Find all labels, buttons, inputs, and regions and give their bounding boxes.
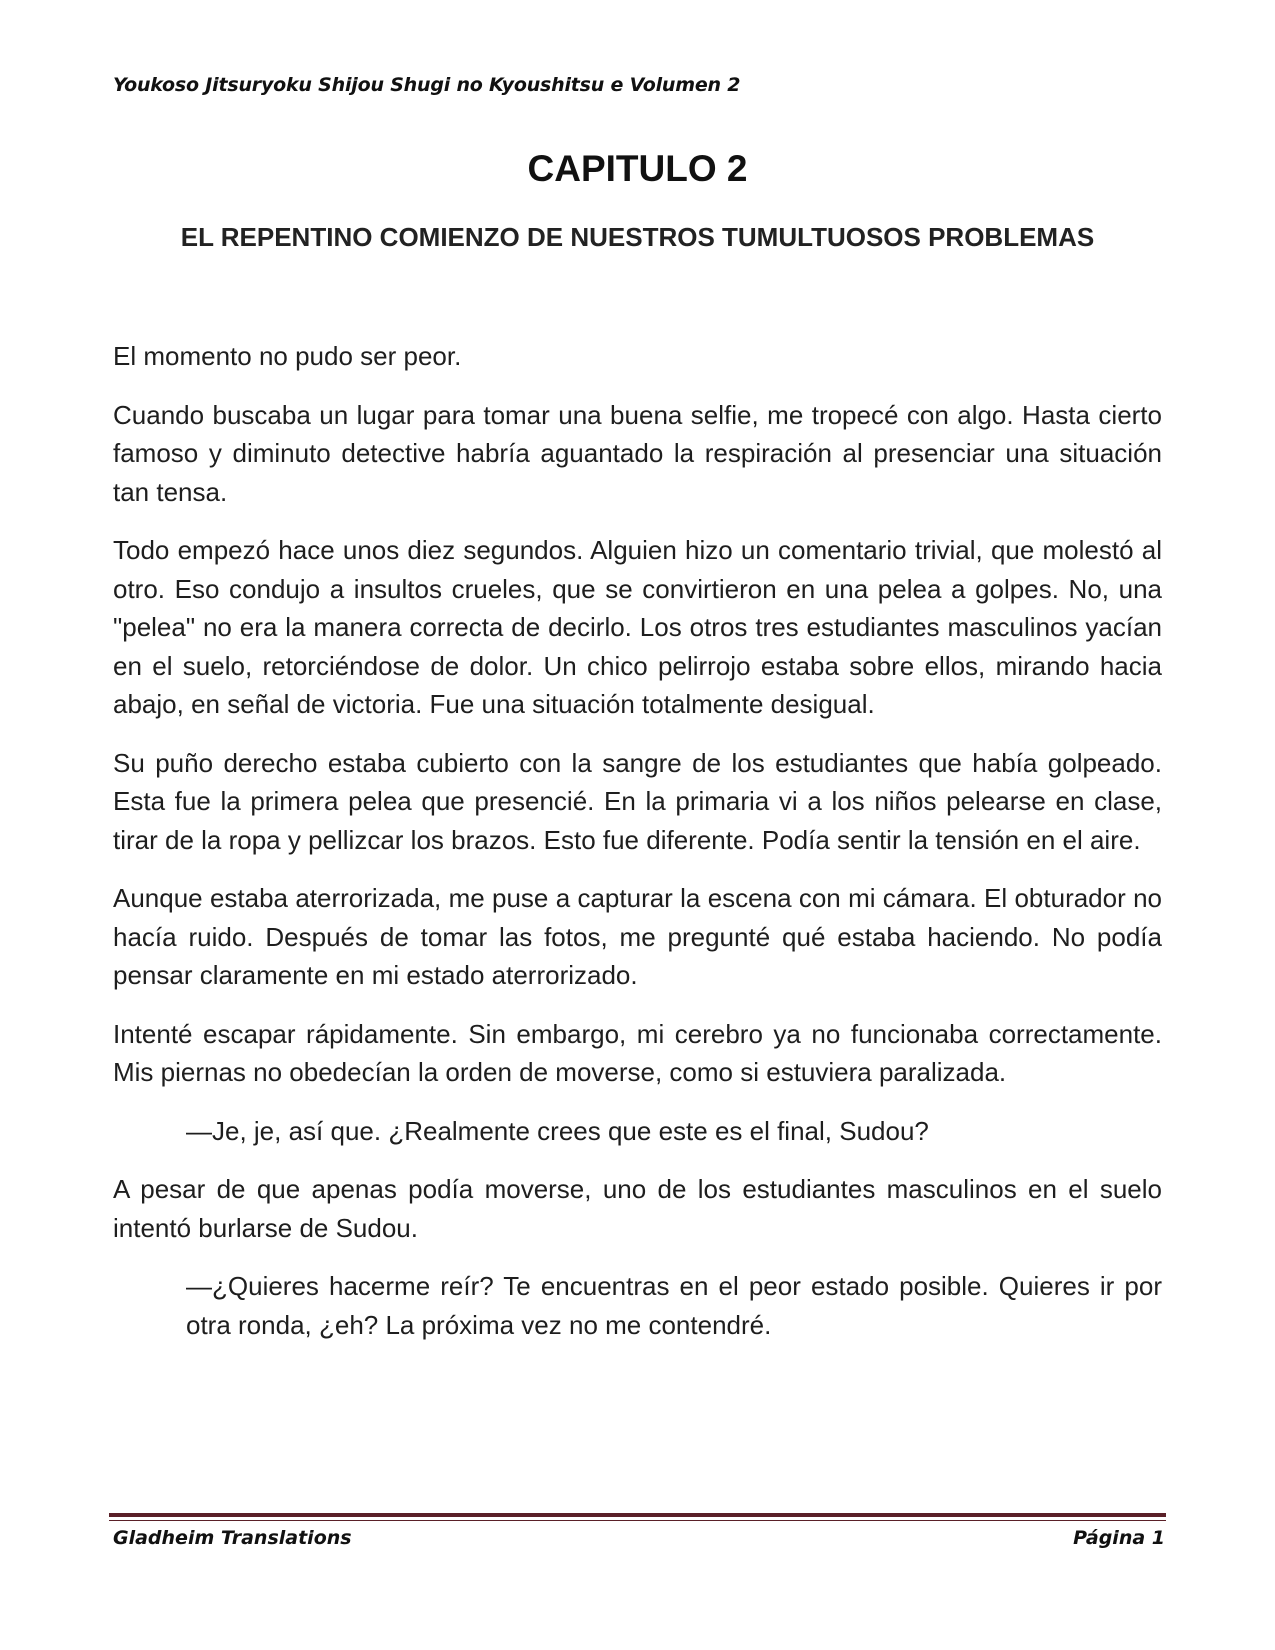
chapter-subtitle: EL REPENTINO COMIENZO DE NUESTROS TUMULTUOSOS PROBLEMAS <box>180 222 1095 252</box>
body-text <box>113 337 1162 1364</box>
paragraph: El momento no pudo ser peor. <box>113 341 462 371</box>
footer-rule-thin <box>109 1520 1166 1521</box>
footer-rule <box>109 1513 1166 1517</box>
page-number: Página 1 <box>1073 1527 1165 1549</box>
paragraph: Cuando buscaba un lugar para tomar una buena selfie, me tropecé con algo. Hasta cierto famoso y diminuto detective habría aguantado la respiración al presenciar una situación tan tensa. <box>113 399 1162 507</box>
running-header-title: Youkoso Jitsuryoku Shijou Shugi no Kyoushitsu e Volumen 2 <box>113 74 741 96</box>
dialogue-line: —¿Quieres hacerme reír? Te encuentras en el peor estado posible. Quieres ir por otra ronda, ¿eh? La próxima vez no me contendré. <box>186 1271 1162 1340</box>
paragraph: A pesar de que apenas podía moverse, uno de los estudiantes masculinos en el suelo intentó burlarse de Sudou. <box>113 1174 1162 1243</box>
paragraph: Su puño derecho estaba cubierto con la sangre de los estudiantes que había golpeado. Esta fue la primera pelea que presencié. En la primaria vi a los niños pelearse en clase, tirar de la ropa y pellizcar los brazos. Esto fue diferente. Podía sentir la tensión en el aire. <box>113 747 1162 855</box>
dialogue-line: —Je, je, así que. ¿Realmente crees que este es el final, Sudou? <box>186 1115 929 1146</box>
paragraph: Todo empezó hace unos diez segundos. Alguien hizo un comentario trivial, que molestó al otro. Eso condujo a insultos crueles, que se convirtieron en una pelea a golpes. No, una "pelea" no era la manera correcta de decirlo. Los otros tres estudiantes masculinos yacían en el suelo, retorciéndose de dolor. Un chico pelirrojo estaba sobre ellos, mirando hacia abajo, en señal de victoria. Fue una situación totalmente desigual. <box>113 535 1162 719</box>
footer-credit: Gladheim Translations <box>113 1527 352 1549</box>
paragraph: Intenté escapar rápidamente. Sin embargo, mi cerebro ya no funcionaba correctamente. Mis piernas no obedecían la orden de moverse, como si estuviera paralizada. <box>113 1018 1162 1087</box>
chapter-title: CAPITULO 2 <box>527 148 748 189</box>
paragraph: Aunque estaba aterrorizada, me puse a capturar la escena con mi cámara. El obturador no hacía ruido. Después de tomar las fotos, me pregunté qué estaba haciendo. No podía pensar claramente en mi estado aterrorizado. <box>113 883 1162 990</box>
